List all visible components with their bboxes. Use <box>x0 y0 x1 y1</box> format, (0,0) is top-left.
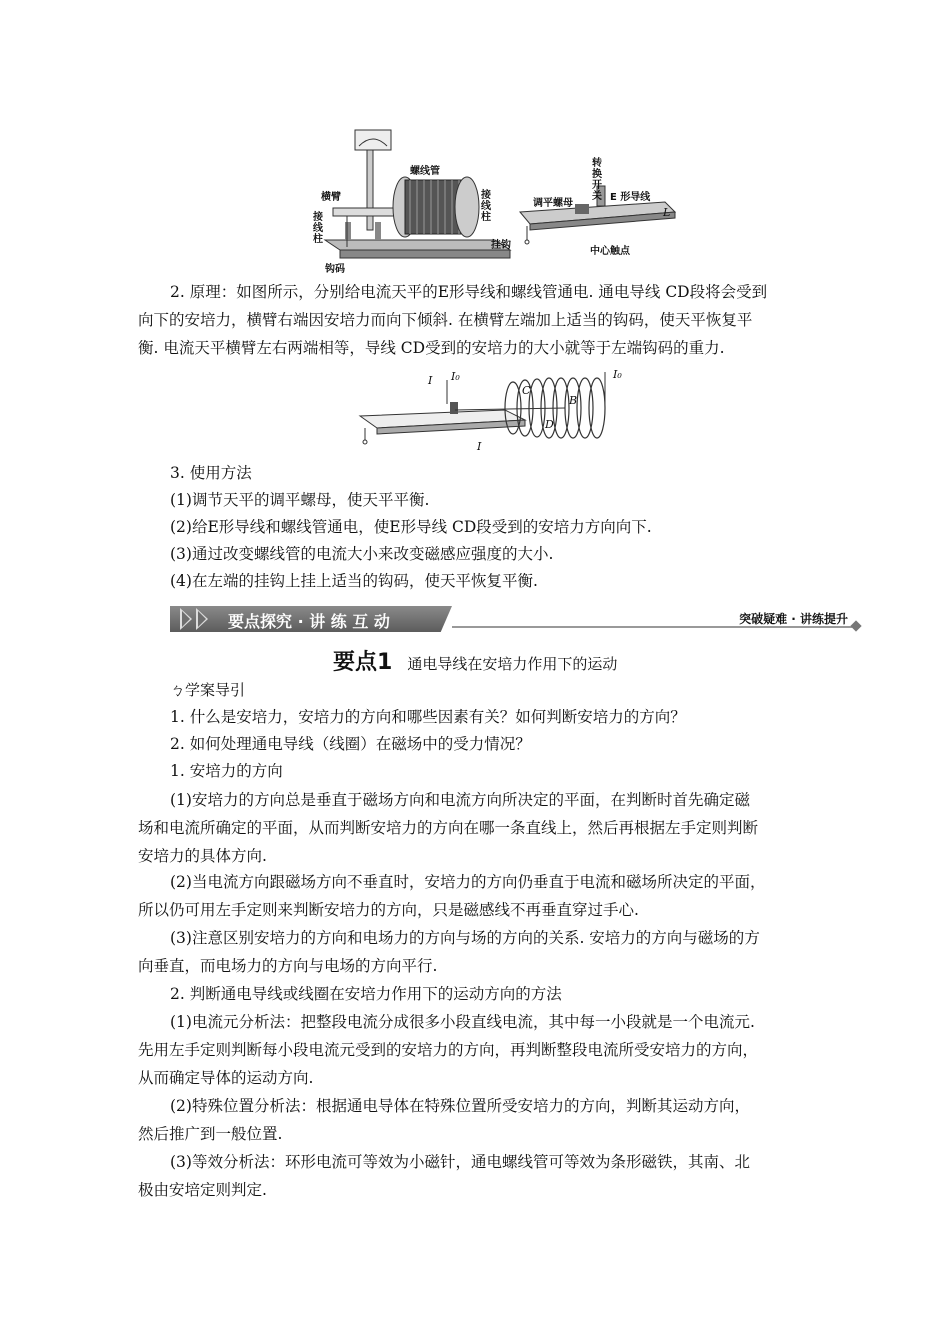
body-line-11: 先用左手定则判断每小段电流元受到的安培力的方向，再判断整段电流所受安培力的方向， <box>138 1041 759 1059</box>
section-number: 要点1 <box>333 650 393 675</box>
banner-right-text: 突破疑难 · 讲练提升 <box>739 612 848 626</box>
body-line-4: 安培力的具体方向. <box>138 847 267 865</box>
label-center-contact: 中心触点 <box>590 246 630 257</box>
label-hook: 挂钩 <box>491 240 511 251</box>
body-line-10: (1)电流元分析法：把整段电流分成很多小段直线电流，其中每一小段就是一个电流元. <box>170 1013 755 1031</box>
usage-item-2: (2)给E形导线和螺线管通电，使E形导线 CD段受到的安培力方向向下. <box>170 518 652 536</box>
label-L: L <box>663 206 671 219</box>
diamond-icon <box>850 620 861 631</box>
label-weights: 钩码 <box>325 264 345 275</box>
banner-title: 要点探究 · 讲 练 互 动 <box>228 612 390 631</box>
principle-line-3: 衡. 电流天平横臂左右两端相等，导线 CD受到的安培力的大小就等于左端钩码的重力. <box>138 339 725 357</box>
label-beam: 横臂 <box>321 192 341 203</box>
principle-line-1: 2. 原理：如图所示，分别给电流天平的E形导线和螺线管通电. 通电导线 CD段将会受到 <box>170 283 768 301</box>
label-I0-right: I₀ <box>613 368 622 381</box>
chevron-inner-icon-2 <box>198 611 206 627</box>
section-heading <box>333 645 617 676</box>
label-C: C <box>522 384 531 397</box>
body-line-6: 所以仍可用左手定则来判断安培力的方向，只是磁感线不再垂直穿过手心. <box>138 901 639 919</box>
label-I0-left: I₀ <box>451 370 460 383</box>
body-line-15: (3)等效分析法：环形电流可等效为小磁针，通电螺线管可等效为条形磁铁，其南、北 <box>170 1153 750 1171</box>
body-line-9: 2. 判断通电导线或线圈在安培力作用下的运动方向的方法 <box>170 985 562 1003</box>
label-I-top: I <box>428 374 433 387</box>
label-e-wire: E 形导线 <box>610 192 651 203</box>
guide-question-1: 1. 什么是安培力，安培力的方向和哪些因素有关？如何判断安培力的方向？ <box>170 708 686 726</box>
solenoid-wire-figure <box>355 368 630 458</box>
usage-item-3: (3)通过改变螺线管的电流大小来改变磁感应强度的大小. <box>170 545 554 563</box>
current-balance-figure <box>305 122 680 275</box>
body-line-14: 然后推广到一般位置. <box>138 1125 283 1143</box>
section-subtitle: 通电导线在安培力作用下的运动 <box>407 655 618 673</box>
label-adjust-nut: 调平螺母 <box>533 198 573 209</box>
section-banner <box>170 606 860 634</box>
usage-title: 3. 使用方法 <box>170 464 252 482</box>
label-I-bottom: I <box>477 440 482 453</box>
guide-question-2: 2. 如何处理通电导线（线圈）在磁场中的受力情况？ <box>170 735 531 753</box>
label-B: B <box>569 394 578 407</box>
body-line-7: (3)注意区别安培力的方向和电场力的方向与场的方向的关系. 安培力的方向与磁场的方 <box>170 929 760 947</box>
label-switch: 转换开关 <box>592 158 602 202</box>
body-line-13: (2)特殊位置分析法：根据通电导体在特殊位置所受安培力的方向，判断其运动方向， <box>170 1097 750 1115</box>
guide-title: ㄅ学案导引 <box>170 681 246 699</box>
body-line-12: 从而确定导体的运动方向. <box>138 1069 314 1087</box>
usage-item-4: (4)在左端的挂钩上挂上适当的钩码，使天平恢复平衡. <box>170 572 538 590</box>
usage-item-1: (1)调节天平的调平螺母，使天平平衡. <box>170 491 430 509</box>
body-line-8: 向垂直，而电场力的方向与电场的方向平行. <box>138 957 438 975</box>
label-terminal-right: 接线柱 <box>481 190 491 223</box>
body-line-2: (1)安培力的方向总是垂直于磁场方向和电流方向所决定的平面，在判断时首先确定磁 <box>170 791 750 809</box>
solenoid-wire-drawing <box>355 368 630 458</box>
label-terminal-left: 接线柱 <box>313 212 323 245</box>
principle-line-2: 向下的安培力，横臂右端因安培力而向下倾斜. 在横臂左端加上适当的钩码，使天平恢复平 <box>138 311 753 329</box>
body-line-1: 1. 安培力的方向 <box>170 762 283 780</box>
label-solenoid: 螺线管 <box>410 166 440 177</box>
body-line-3: 场和电流所确定的平面，从而判断安培力的方向在哪一条直线上，然后再根据左手定则判断 <box>138 819 759 837</box>
body-line-5: (2)当电流方向跟磁场方向不垂直时，安培力的方向仍垂直于电流和磁场所决定的平面， <box>170 873 766 891</box>
chevron-inner-icon <box>182 611 190 627</box>
label-D: D <box>545 418 554 431</box>
body-line-16: 极由安培定则判定. <box>138 1181 267 1199</box>
